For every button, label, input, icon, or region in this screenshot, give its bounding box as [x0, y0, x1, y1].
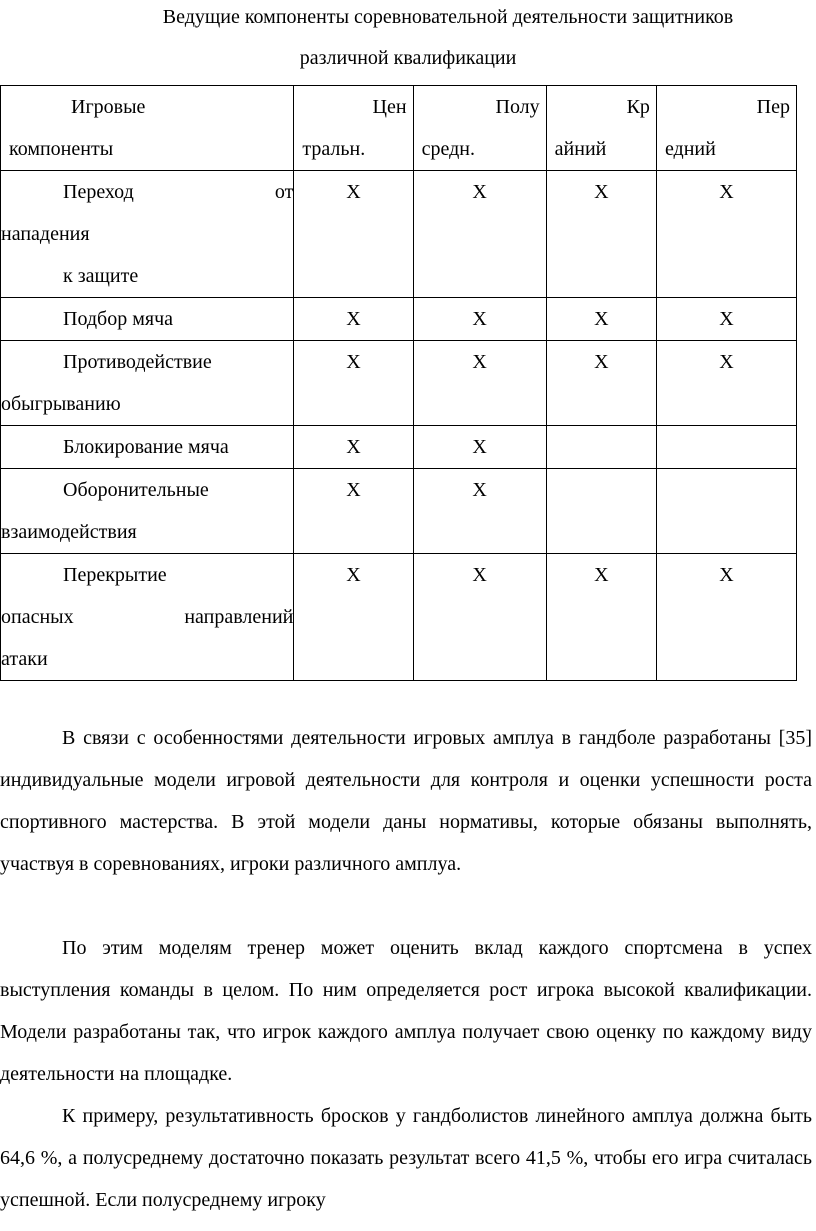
- mark-cell: [294, 171, 413, 298]
- mark-x: Х: [472, 564, 487, 586]
- paragraph-text: По этим моделям тренер может оценить вклад каждого спортсмена в успех выступления команды в целом. По ним определяется рост игрока высокой квалификации. Модели разработаны так, что игрок каждого амплуа получает свою оценку по каждому виду деятельности на площадке.: [0, 937, 812, 1085]
- component-text: направлений: [184, 606, 294, 628]
- mark-cell: [413, 554, 546, 681]
- mark-x: Х: [594, 564, 609, 586]
- table-row: [1, 298, 797, 341]
- component-text: атаки: [1, 648, 48, 670]
- component-cell: [1, 298, 294, 341]
- header-half-middle: [413, 86, 546, 171]
- mark-x: Х: [594, 308, 609, 330]
- mark-cell: [546, 298, 656, 341]
- table-row: [1, 469, 797, 554]
- mark-x: Х: [472, 181, 487, 203]
- header-half-middle-line2: средн.: [421, 138, 475, 160]
- component-text: от: [274, 181, 294, 203]
- mark-cell: [546, 554, 656, 681]
- paragraph-text: В связи с особенностями деятельности игровых амплуа в гандболе разработаны [35] индивидуальные модели игровой деятельности для контроля и оценки успешности роста спортивного мастерства. В этой модели даны нормативы, которые обязаны выполнять, участвуя в соревнованиях, игроки различного амплуа.: [0, 727, 812, 875]
- mark-cell: [294, 469, 413, 554]
- mark-cell: [294, 298, 413, 341]
- mark-x: Х: [719, 181, 734, 203]
- component-cell: [1, 554, 294, 681]
- mark-x: Х: [472, 308, 487, 330]
- mark-cell: [294, 426, 413, 469]
- header-components-line2: компоненты: [9, 138, 114, 160]
- header-components-line1: Игровые: [71, 96, 146, 118]
- document-title-line1: Ведущие компоненты соревновательной деятельности защитников: [162, 6, 734, 28]
- mark-cell: [656, 298, 796, 341]
- header-front: [656, 86, 796, 171]
- component-text: нападения: [1, 223, 90, 245]
- component-text: Блокирование мяча: [63, 436, 229, 458]
- header-front-line2: едний: [664, 138, 716, 160]
- mark-cell: [546, 469, 656, 554]
- mark-cell: [413, 171, 546, 298]
- table-header-row: [1, 86, 797, 171]
- component-text: к защите: [63, 265, 139, 287]
- mark-x: Х: [719, 308, 734, 330]
- header-central-line2: тральн.: [302, 138, 366, 160]
- mark-cell: [656, 554, 796, 681]
- mark-x: Х: [346, 479, 361, 501]
- component-text: Перекрытие: [63, 564, 167, 586]
- mark-x: Х: [346, 181, 361, 203]
- component-text: Противодействие: [63, 351, 212, 373]
- component-cell: [1, 341, 294, 426]
- mark-x: Х: [719, 351, 734, 373]
- mark-cell: [546, 171, 656, 298]
- mark-x: Х: [346, 351, 361, 373]
- component-text: опасных: [1, 606, 74, 628]
- header-front-line1: Пер: [756, 96, 790, 118]
- header-central-line1: Цен: [372, 96, 407, 118]
- header-half-middle-line1: Полу: [495, 96, 540, 118]
- table-row: [1, 426, 797, 469]
- mark-cell: [656, 171, 796, 298]
- mark-cell: [546, 426, 656, 469]
- component-cell: [1, 426, 294, 469]
- mark-cell: [413, 298, 546, 341]
- mark-x: Х: [594, 351, 609, 373]
- components-table: [0, 85, 797, 681]
- mark-x: Х: [472, 351, 487, 373]
- mark-cell: [546, 341, 656, 426]
- component-text: Переход: [63, 181, 134, 203]
- component-text: взаимодействия: [1, 521, 137, 543]
- header-wing-line2: айний: [554, 138, 607, 160]
- paragraph-text: К примеру, результативность бросков у гандболистов линейного амплуа должна быть 64,6 %, а полусреднему достаточно показать результат всего 41,5 %, чтобы его игра считалась успешной. Если полусреднему игроку: [0, 1105, 812, 1211]
- mark-x: Х: [472, 436, 487, 458]
- table-row: [1, 554, 797, 681]
- mark-x: Х: [346, 308, 361, 330]
- paragraph: [0, 927, 812, 1095]
- component-text: Оборонительные: [63, 479, 209, 501]
- header-wing-line1: Кр: [626, 96, 650, 118]
- mark-x: Х: [472, 479, 487, 501]
- mark-cell: [656, 469, 796, 554]
- mark-cell: [294, 341, 413, 426]
- mark-x: Х: [594, 181, 609, 203]
- mark-x: Х: [346, 564, 361, 586]
- paragraph: [0, 717, 812, 885]
- table-row: [1, 171, 797, 298]
- component-text: обыгрыванию: [1, 393, 121, 415]
- header-components: [1, 86, 294, 171]
- paragraph: [0, 1095, 812, 1221]
- table-row: [1, 341, 797, 426]
- mark-x: Х: [719, 564, 734, 586]
- document-title-line2: различной квалификации: [299, 47, 517, 69]
- component-text: Подбор мяча: [63, 308, 174, 330]
- component-cell: [1, 171, 294, 298]
- header-wing: [546, 86, 656, 171]
- mark-cell: [413, 426, 546, 469]
- mark-cell: [413, 469, 546, 554]
- component-cell: [1, 469, 294, 554]
- mark-cell: [656, 341, 796, 426]
- mark-cell: [294, 554, 413, 681]
- mark-x: Х: [346, 436, 361, 458]
- mark-cell: [656, 426, 796, 469]
- header-central: [294, 86, 413, 171]
- mark-cell: [413, 341, 546, 426]
